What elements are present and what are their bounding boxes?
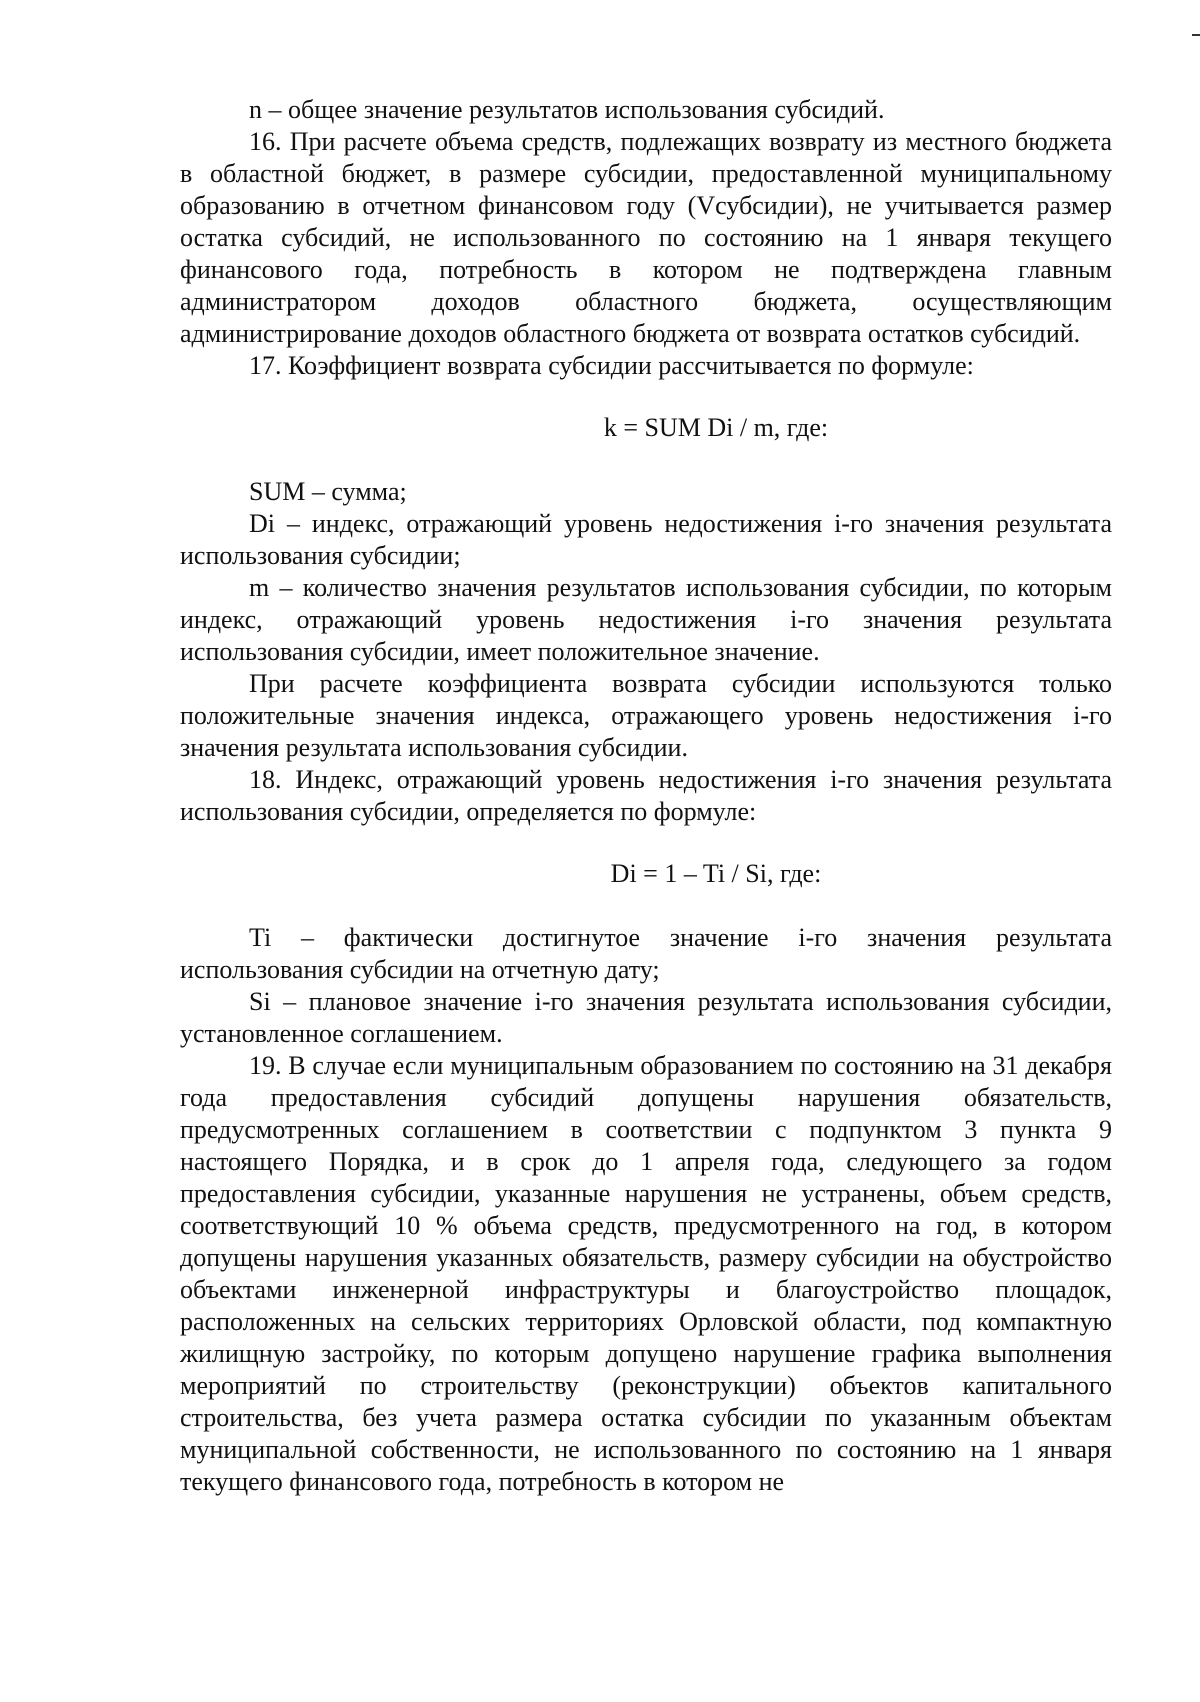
definition-di: Di – индекс, отражающий уровень недостижения i-го значения результата использования субсидии; [180,509,1112,570]
formula-k: k = SUM Di / m, где: [603,413,829,442]
definition-sum: SUM – сумма; [249,477,407,506]
document-page [180,94,1112,1498]
paragraph-16: 16. При расчете объема средств, подлежащих возврату из местного бюджета в областной бюджет, в размере субсидии, предоставленной муниципальному образованию в отчетном финансовом году (Vсубсидии), не учитывается размер остатка субсидий, не использованного по состоянию на 1 января текущего финансового года, потребность в котором не подтверждена главным администратором доходов областного бюджета, осуществляющим администрирование доходов областного бюджета от возврата остатков субсидий. [180,127,1112,348]
scan-edge-mark [1192,34,1200,36]
paragraph-17: 17. Коэффициент возврата субсидии рассчитывается по формуле: [249,351,974,380]
paragraph-n-definition: n – общее значение результатов использования субсидий. [249,95,885,124]
paragraph-18: 18. Индекс, отражающий уровень недостижения i-го значения результата использования субсидии, определяется по формуле: [180,765,1112,826]
definition-ti: Ti – фактически достигнутое значение i-го значения результата использования субсидии на отчетную дату; [180,923,1112,984]
definition-si: Si – плановое значение i-го значения результата использования субсидии, установленное соглашением. [180,987,1112,1048]
paragraph-calc-note: При расчете коэффициента возврата субсидии используются только положительные значения индекса, отражающего уровень недостижения i-го значения результата использования субсидии. [180,669,1112,762]
formula-di: Di = 1 – Ti / Si, где: [610,859,822,888]
paragraph-19: 19. В случае если муниципальным образованием по состоянию на 31 декабря года предоставления субсидий допущены нарушения обязательств, предусмотренных соглашением в соответствии с подпунктом 3 пункта 9 настоящего Порядка, и в срок до 1 апреля года, следующего за годом предоставления субсидии, указанные нарушения не устранены, объем средств, соответствующий 10 % объема средств, предусмотренного на год, в котором допущены нарушения указанных обязательств, размеру субсидии на обустройство объектами инженерной инфраструктуры и благоустройство площадок, расположенных на сельских территориях Орловской области, под компактную жилищную застройку, по которым допущено нарушение графика выполнения мероприятий по строительству (реконструкции) объектов капитального строительства, без учета размера остатка субсидии по указанным объектам муниципальной собственности, не использованного по состоянию на 1 января текущего финансового года, потребность в котором не [180,1051,1112,1496]
definition-m: m – количество значения результатов использования субсидии, по которым индекс, отражающий уровень недостижения i-го значения результата использования субсидии, имеет положительное значение. [180,573,1112,666]
